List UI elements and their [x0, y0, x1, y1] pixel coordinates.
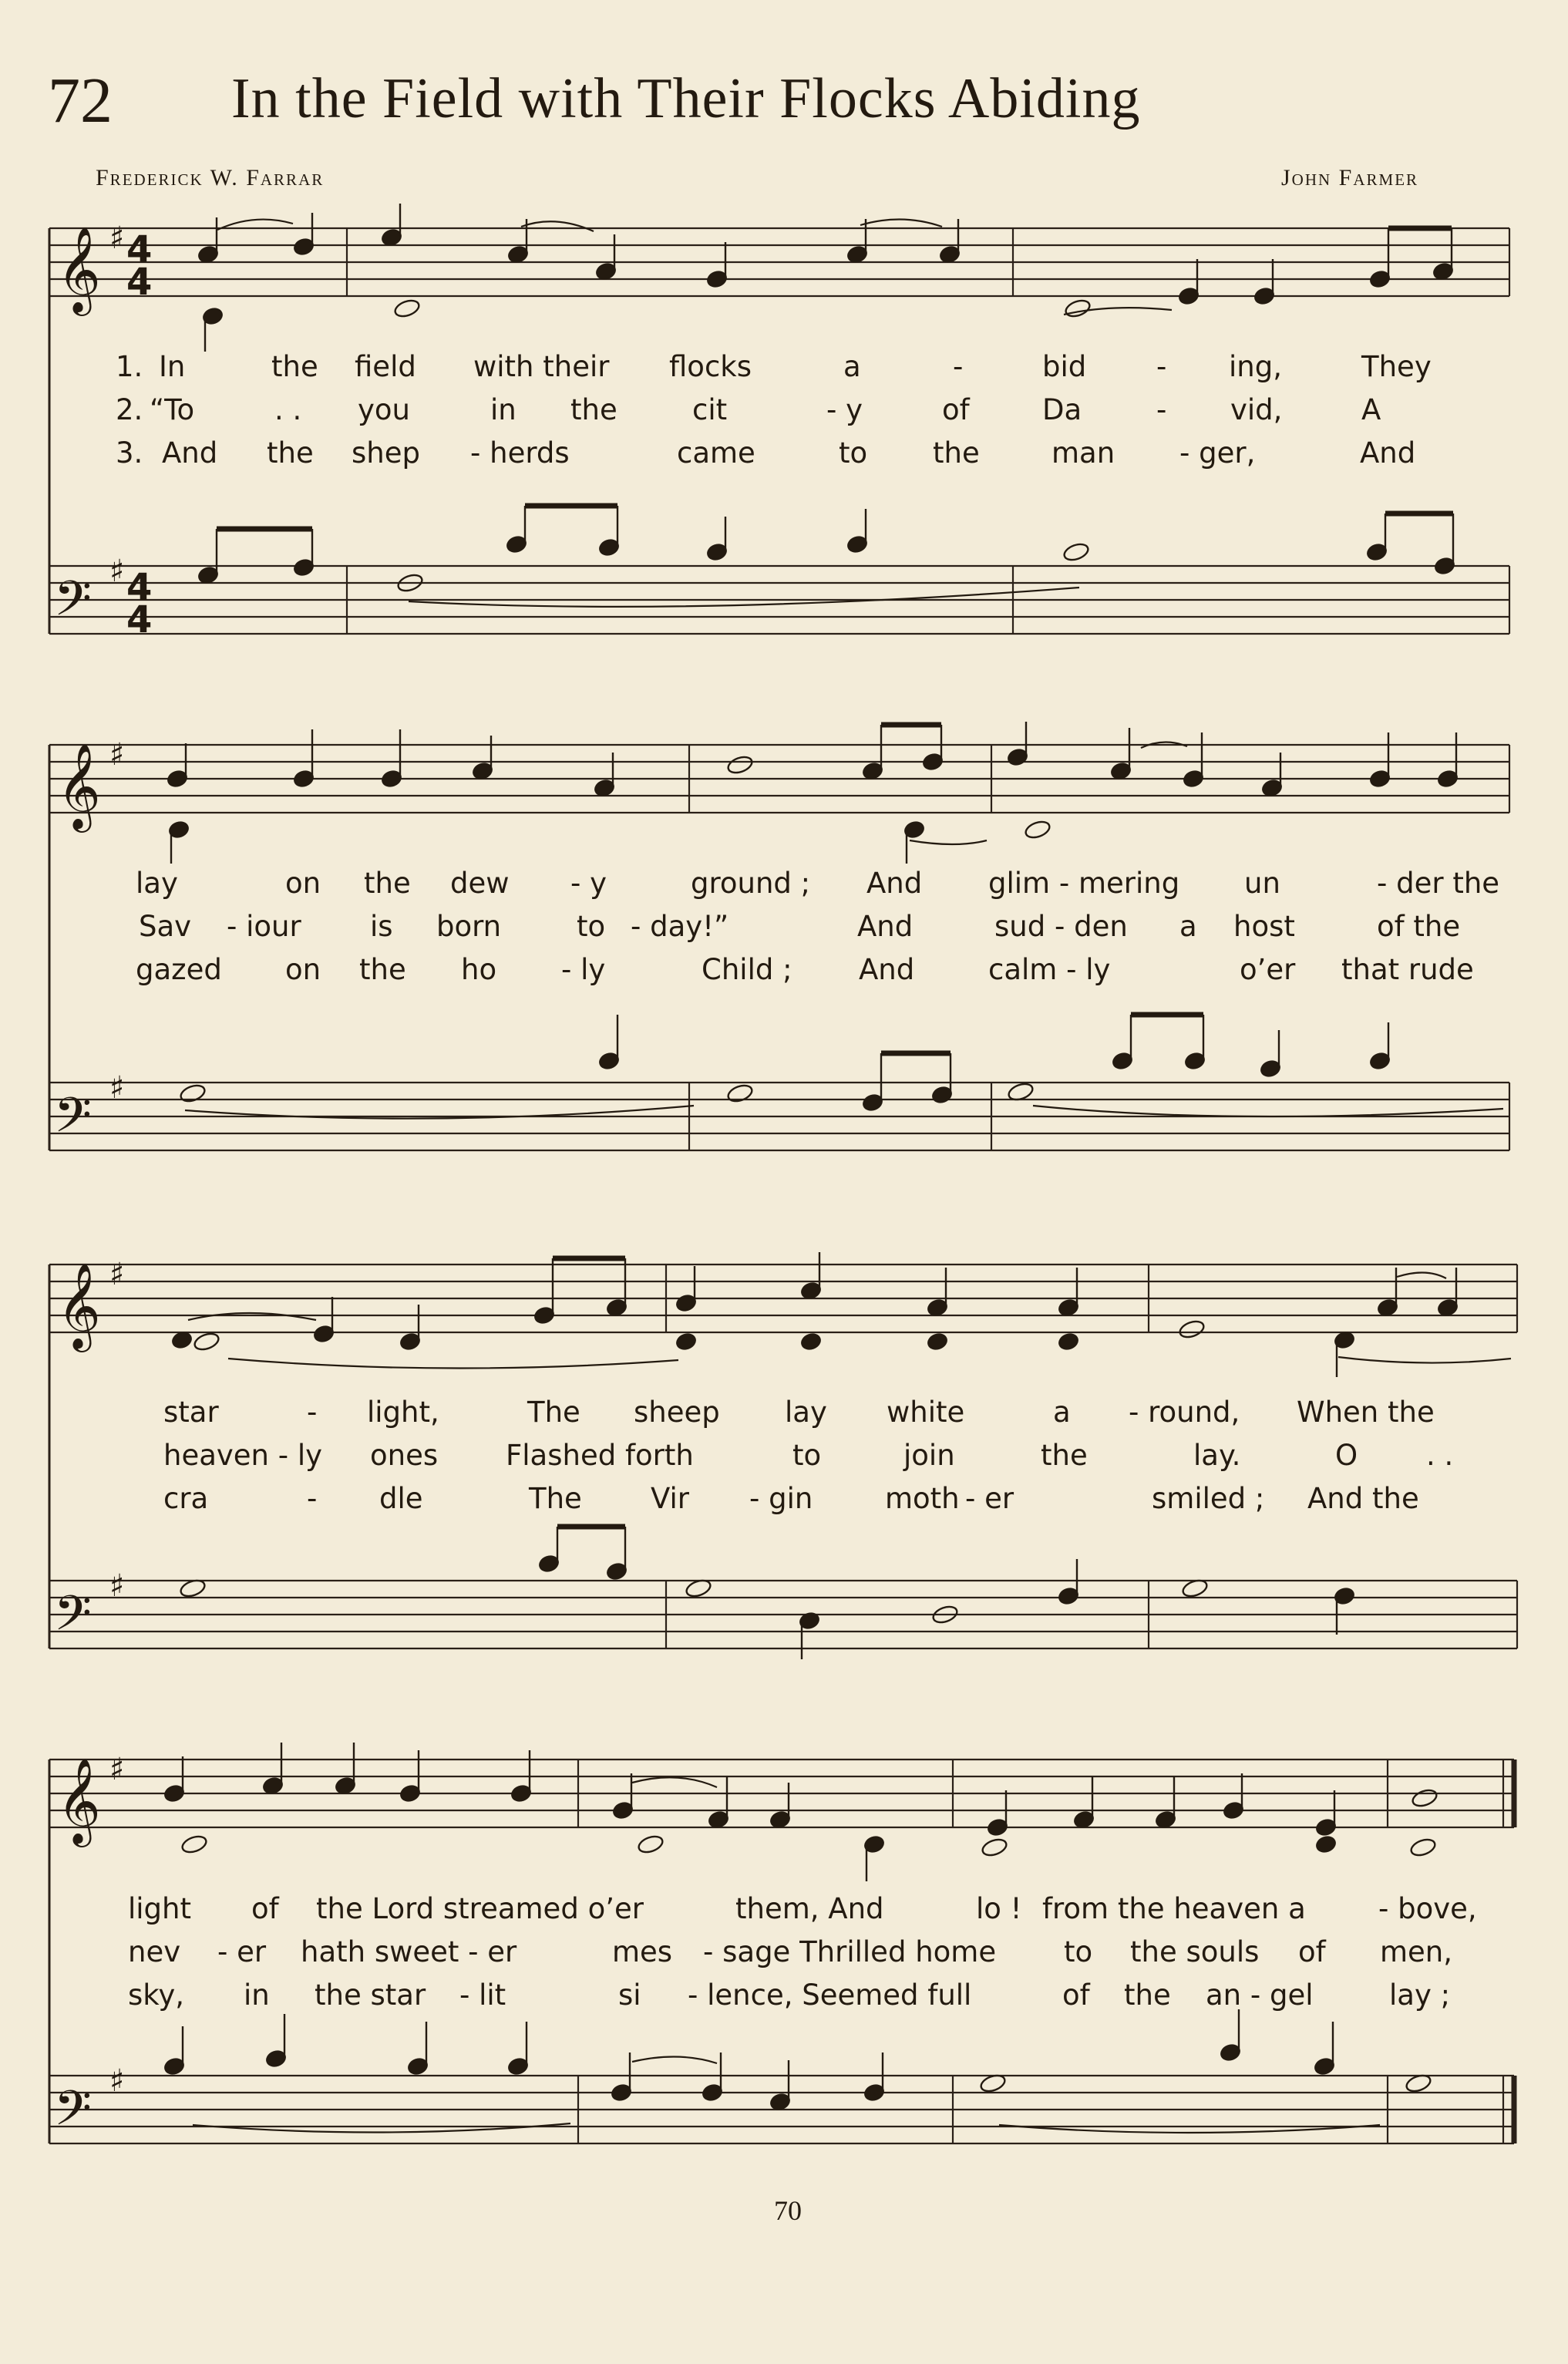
- lyricist-credit: Frederick W. Farrar: [96, 165, 325, 190]
- bass-clef-icon: [54, 570, 92, 638]
- svg-text:♯: ♯: [109, 1568, 125, 1604]
- verse-1-line-1: [0, 350, 1568, 389]
- lyric-syllable: gazed: [136, 953, 222, 986]
- svg-text:4: 4: [126, 261, 153, 304]
- lyric-syllable: join: [903, 1439, 955, 1472]
- lyric-syllable: to: [577, 910, 606, 943]
- lyric-syllable: “To: [150, 393, 195, 426]
- lyric-syllable: calm - ly: [988, 953, 1111, 986]
- lyric-syllable: the: [364, 867, 411, 900]
- lyric-syllable: -: [953, 350, 964, 383]
- svg-text:𝄞: 𝄞: [57, 1262, 101, 1349]
- svg-text:4: 4: [126, 228, 153, 271]
- music-system-2: [0, 725, 1568, 1172]
- lyric-syllable: moth: [885, 1482, 960, 1515]
- svg-text:♯: ♯: [109, 1752, 125, 1787]
- lyric-syllable: - y: [570, 867, 607, 900]
- lyric-syllable: And: [1360, 436, 1416, 470]
- lyric-syllable: on: [285, 953, 321, 986]
- lyric-syllable: men,: [1380, 1935, 1453, 1968]
- lyric-syllable: vid,: [1230, 393, 1283, 426]
- lyric-syllable: 1.: [116, 350, 143, 383]
- lyric-syllable: The: [527, 1396, 580, 1429]
- lyric-syllable: of the: [1377, 910, 1461, 943]
- lyric-syllable: an - gel: [1206, 1978, 1314, 2012]
- lyric-syllable: - lence, Seemed full: [688, 1978, 972, 2012]
- lyric-syllable: you: [358, 393, 410, 426]
- lyric-syllable: In: [159, 350, 186, 383]
- lyric-syllable: ing,: [1229, 350, 1282, 383]
- lyric-syllable: the: [271, 350, 318, 383]
- lyric-syllable: the: [570, 393, 617, 426]
- lyric-syllable: light: [128, 1892, 192, 1925]
- lyric-syllable: a: [1179, 910, 1197, 943]
- lyric-syllable: Child ;: [702, 953, 792, 986]
- lyric-syllable: 2.: [116, 393, 143, 426]
- lyric-syllable: smiled ;: [1152, 1482, 1265, 1515]
- lyric-syllable: the: [1124, 1978, 1171, 2012]
- lyric-syllable: cra: [163, 1482, 209, 1515]
- lyric-syllable: field: [355, 350, 416, 383]
- lyric-syllable: them, And: [735, 1892, 884, 1925]
- lyric-syllable: - iour: [227, 910, 301, 943]
- verse-3-line-1: [0, 436, 1568, 475]
- lyric-syllable: o’er: [1240, 953, 1296, 986]
- lyric-syllable: the star: [315, 1978, 426, 2012]
- svg-text:♯: ♯: [109, 737, 125, 773]
- lyric-syllable: in: [244, 1978, 270, 2012]
- lyric-syllable: hath sweet - er: [301, 1935, 517, 1968]
- svg-text:𝄞: 𝄞: [57, 226, 101, 312]
- lyric-syllable: And: [866, 867, 923, 900]
- svg-text:𝄢: 𝄢: [54, 1584, 92, 1653]
- lyric-syllable: is: [370, 910, 393, 943]
- lyric-syllable: from the heaven a: [1042, 1892, 1306, 1925]
- svg-text:♯: ♯: [109, 554, 125, 589]
- lyric-syllable: of: [1062, 1978, 1090, 2012]
- svg-text:𝄢: 𝄢: [54, 570, 92, 638]
- lyric-syllable: the: [1041, 1439, 1088, 1472]
- lyric-syllable: light,: [367, 1396, 439, 1429]
- svg-text:4: 4: [126, 566, 153, 609]
- lyric-syllable: And: [859, 953, 915, 986]
- lyric-syllable: -: [307, 1396, 318, 1429]
- lyric-syllable: dew: [450, 867, 510, 900]
- lyric-syllable: Da: [1042, 393, 1082, 426]
- lyric-syllable: that rude: [1341, 953, 1474, 986]
- lyric-syllable: nev: [128, 1935, 181, 1968]
- lyric-syllable: - round,: [1129, 1396, 1240, 1429]
- lyric-syllable: - herds: [470, 436, 570, 470]
- treble-clef-icon: [57, 226, 101, 316]
- svg-text:♯: ♯: [109, 1070, 125, 1106]
- page-number: 70: [774, 2195, 802, 2226]
- lyric-syllable: on: [285, 867, 321, 900]
- lyric-syllable: the: [933, 436, 980, 470]
- lyric-syllable: When the: [1297, 1396, 1435, 1429]
- lyric-syllable: of: [942, 393, 970, 426]
- lyric-syllable: Sav: [139, 910, 192, 943]
- verse-2-line-1: [0, 393, 1568, 432]
- lyric-syllable: - er: [965, 1482, 1014, 1515]
- lyric-syllable: the: [359, 953, 406, 986]
- lyric-syllable: mes: [612, 1935, 673, 1968]
- lyric-syllable: the souls: [1130, 1935, 1260, 1968]
- lyric-syllable: flocks: [669, 350, 752, 383]
- svg-text:𝄞: 𝄞: [57, 743, 101, 829]
- lyric-syllable: - gin: [749, 1482, 813, 1515]
- lyric-syllable: white: [887, 1396, 965, 1429]
- svg-text:𝄢: 𝄢: [54, 1086, 92, 1155]
- lyric-syllable: And the: [1307, 1482, 1419, 1515]
- lyric-syllable: host: [1233, 910, 1295, 943]
- lyric-syllable: The: [529, 1482, 582, 1515]
- lyric-syllable: with their: [473, 350, 610, 383]
- lyric-syllable: - y: [826, 393, 863, 426]
- lyric-syllable: Vir: [651, 1482, 689, 1515]
- composer-credit: John Farmer: [1281, 165, 1419, 190]
- lyric-syllable: a: [1053, 1396, 1071, 1429]
- lyric-syllable: - ger,: [1179, 436, 1256, 470]
- lyric-syllable: - day!”: [631, 910, 729, 943]
- lyric-syllable: star: [163, 1396, 219, 1429]
- lyric-syllable: to: [1064, 1935, 1093, 1968]
- svg-text:4: 4: [126, 598, 153, 642]
- lyric-syllable: glim - mering: [988, 867, 1180, 900]
- hymn-title: In the Field with Their Flocks Abiding: [231, 67, 1141, 130]
- svg-text:♯: ♯: [109, 1257, 125, 1292]
- lyric-syllable: bid: [1042, 350, 1087, 383]
- lyric-syllable: of: [1298, 1935, 1326, 1968]
- svg-text:♯: ♯: [109, 2063, 125, 2099]
- lyric-syllable: of: [251, 1892, 279, 1925]
- lyric-syllable: came: [677, 436, 755, 470]
- lyric-syllable: -: [1156, 393, 1167, 426]
- lyric-syllable: sky,: [128, 1978, 185, 2012]
- lyric-syllable: ground ;: [691, 867, 811, 900]
- lyric-syllable: cit: [692, 393, 728, 426]
- lyric-syllable: si: [618, 1978, 641, 2012]
- lyric-syllable: to: [839, 436, 868, 470]
- lyric-syllable: - sage Thrilled home: [703, 1935, 997, 1968]
- lyric-syllable: ones: [370, 1439, 439, 1472]
- lyric-syllable: - der the: [1377, 867, 1500, 900]
- lyric-syllable: . .: [1426, 1439, 1454, 1472]
- lyric-syllable: And: [857, 910, 914, 943]
- lyric-syllable: shep: [352, 436, 420, 470]
- lyric-syllable: A: [1361, 393, 1381, 426]
- lyric-syllable: And: [162, 436, 218, 470]
- lyric-syllable: 3.: [116, 436, 143, 470]
- svg-text:𝄢: 𝄢: [54, 2079, 92, 2148]
- lyric-syllable: -: [307, 1482, 318, 1515]
- lyric-syllable: sheep: [634, 1396, 720, 1429]
- lyric-syllable: lay: [785, 1396, 827, 1429]
- lyric-syllable: lo !: [976, 1892, 1022, 1925]
- lyric-syllable: lay ;: [1389, 1978, 1451, 2012]
- lyric-syllable: dle: [379, 1482, 423, 1515]
- lyric-syllable: the: [267, 436, 314, 470]
- music-system-1: [0, 208, 1568, 655]
- lyric-syllable: in: [490, 393, 516, 426]
- lyric-syllable: ho: [461, 953, 497, 986]
- lyric-syllable: man: [1052, 436, 1115, 470]
- lyric-syllable: -: [1156, 350, 1167, 383]
- lyric-syllable: - lit: [459, 1978, 506, 2012]
- lyric-syllable: They: [1361, 350, 1432, 383]
- svg-text:♯: ♯: [109, 221, 125, 256]
- lyric-syllable: born: [436, 910, 502, 943]
- lyric-syllable: - er: [217, 1935, 267, 1968]
- lyric-syllable: O: [1335, 1439, 1358, 1472]
- lyric-syllable: lay: [136, 867, 178, 900]
- lyric-syllable: lay.: [1193, 1439, 1241, 1472]
- lyric-syllable: - ly: [561, 953, 606, 986]
- time-signature: [126, 228, 152, 642]
- hymn-number: 72: [48, 65, 113, 136]
- svg-text:𝄞: 𝄞: [57, 1757, 101, 1844]
- lyric-syllable: to: [792, 1439, 822, 1472]
- lyric-syllable: - bove,: [1378, 1892, 1477, 1925]
- lyric-syllable: the Lord streamed o’er: [316, 1892, 644, 1925]
- lyric-syllable: . .: [274, 393, 302, 426]
- lyric-syllable: a: [843, 350, 861, 383]
- lyric-syllable: heaven - ly: [163, 1439, 323, 1472]
- lyric-syllable: sud - den: [994, 910, 1128, 943]
- lyric-syllable: un: [1244, 867, 1280, 900]
- lyric-syllable: Flashed forth: [506, 1439, 694, 1472]
